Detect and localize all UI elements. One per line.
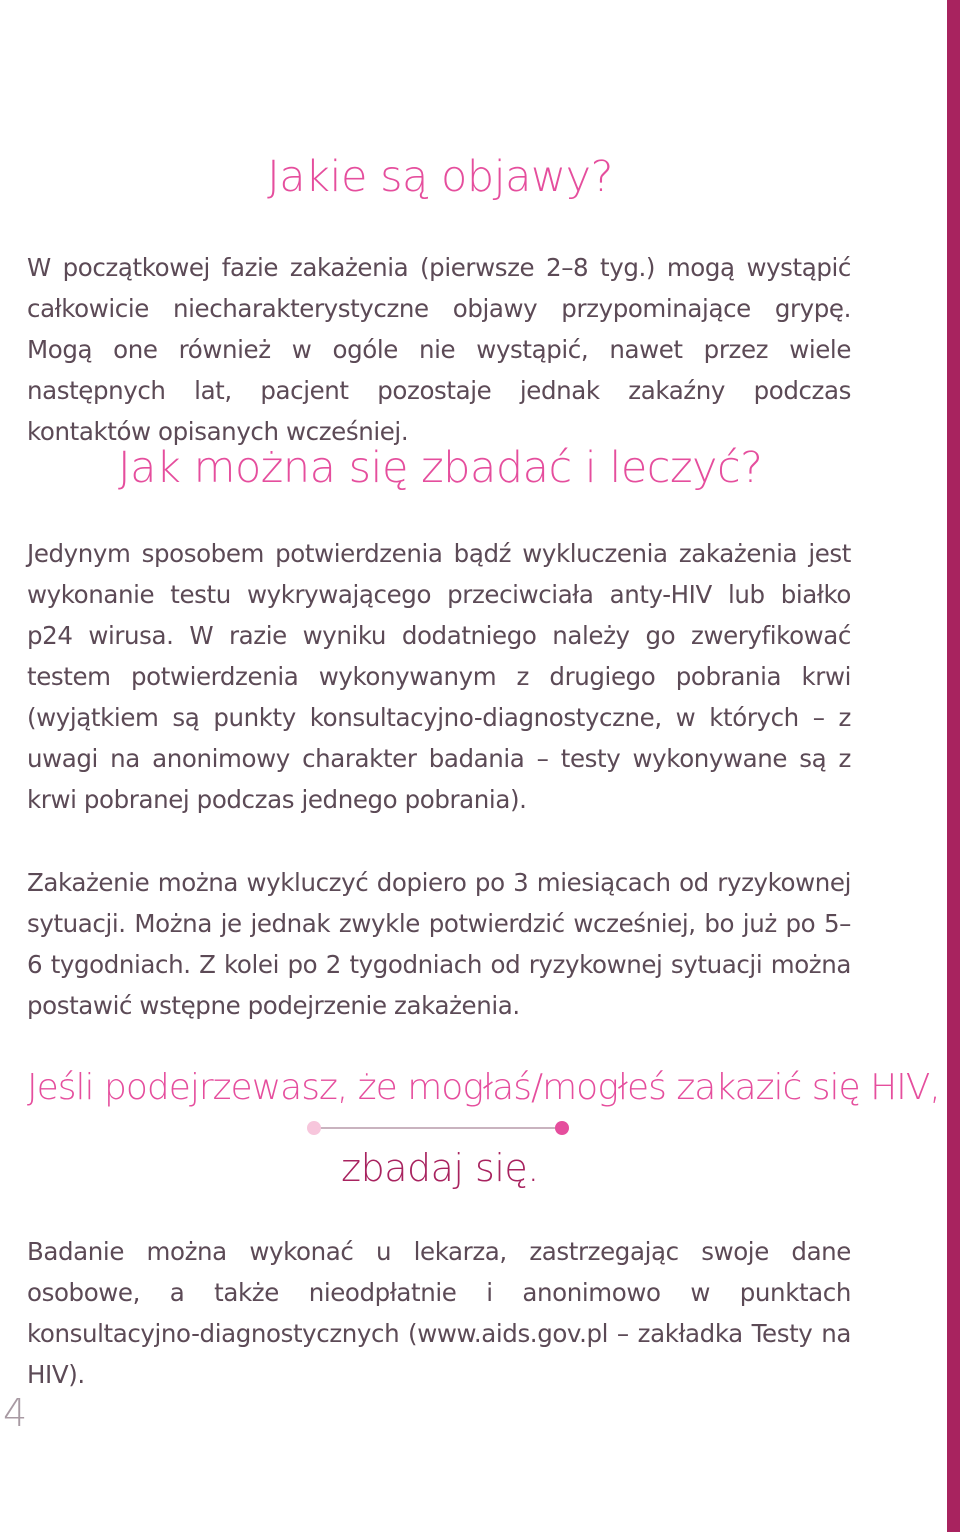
- exclusion-paragraph: Zakażenie można wykluczyć dopiero po 3 miesiącach od ryzykownej sytuacji. Można je jednak zwykle potwierdzić wcześniej, bo już po 5–6 tygodniach. Z kolei po 2 tygodniach od ryzykownej sytuacji można postawić wstępne podejrzenie zakażenia.: [27, 868, 851, 1020]
- symptoms-paragraph: W początkowej fazie zakażenia (pierwsze 2–8 tyg.) mogą wystąpić całkowicie niecharakterystyczne objawy przypominające grypę. Mogą one również w ogóle nie wystąpić, nawet przez wiele następnych lat, pacjent pozostaje jednak zakaźny podczas kontaktów opisanych wcześniej.: [27, 253, 851, 446]
- testing-paragraph: Jedynym sposobem potwierdzenia bądź wykluczenia zakażenia jest wykonanie testu wykrywającego przeciwciała anty-HIV lub białko p24 wirusa. W razie wyniku dodatniego należy go zweryfikować testem potwierdzenia wykonywanym z drugiego pobrania krwi (wyjątkiem są punkty konsultacyjno-diagnostyczne, w których – z uwagi na anonimowy charakter badania – testy wykonywane są z krwi pobranej podczas jednego pobrania).: [27, 539, 851, 814]
- divider-dot-left: [307, 1121, 321, 1135]
- callout-emphasis: zbadaj się.: [341, 1146, 539, 1190]
- side-accent-band: [947, 0, 960, 1532]
- section-heading-testing: Jak można się zbadać i leczyć?: [118, 443, 763, 493]
- section-heading-symptoms: [0, 142, 880, 212]
- heading-text: Jakie są objawy: [267, 152, 591, 202]
- heading-question-mark: ?: [590, 152, 613, 202]
- callout-line: Jeśli podejrzewasz, że mogłaś/mogłeś zakazić się HIV,: [27, 1067, 940, 1108]
- page-number: 4: [3, 1391, 28, 1435]
- where-to-test-paragraph: Badanie można wykonać u lekarza, zastrzegając swoje dane osobowe, a także nieodpłatnie i anonimowo w punktach konsultacyjno-diagnostycznych (www.aids.gov.pl – zakładka Testy na HIV).: [27, 1237, 851, 1389]
- callout-divider: [306, 1120, 570, 1136]
- divider-dot-right: [555, 1121, 569, 1135]
